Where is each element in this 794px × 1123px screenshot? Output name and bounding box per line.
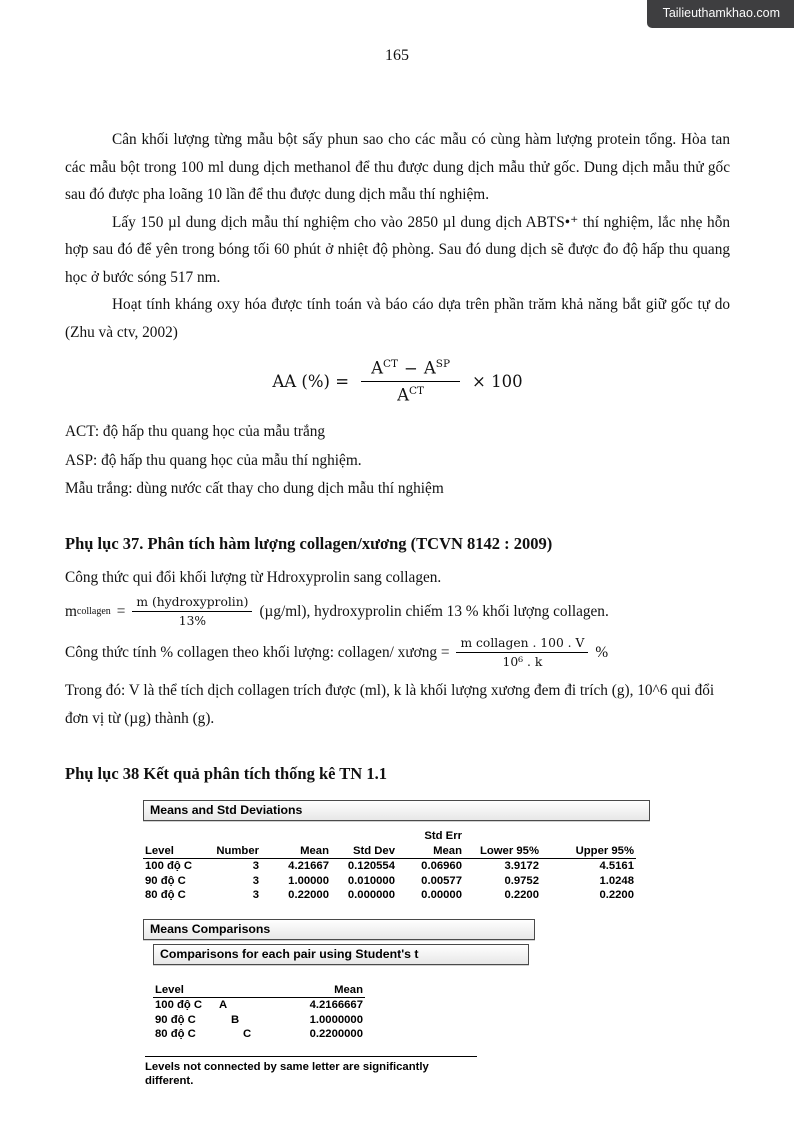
cell-upper: 0.2200 (599, 889, 634, 901)
cell-number: 3 (252, 874, 259, 887)
means-comparisons-title-bar (143, 919, 535, 940)
collagen-formula-tail: (µg/ml), hydroxyprolin chiếm 13 % khối lượng collagen. (259, 602, 609, 620)
cell-std-err: 0.00577 (421, 874, 462, 887)
paragraph-protein-prep: Cân khối lượng từng mẫu bột sấy phun sao cho các mẫu có cùng hàm lượng protein tổng. Hòa tan các mẫu bột trong 100 ml dung dịch methanol để thu được dung dịch mẫu thử gốc. Dung dịch mẫu thử gốc sau đó được pha loãng 10 lần để thu được dung dịch mẫu thí nghiệm. (65, 131, 730, 203)
letters-row (153, 998, 365, 1013)
collagen-conversion-intro: Công thức qui đổi khối lượng từ Hdroxyprolin sang collagen. (65, 568, 442, 586)
means-std-title: Means and Std Deviations (150, 803, 303, 817)
table-header-row (143, 844, 636, 859)
col-mean: Mean (255, 983, 365, 998)
means-std-table (143, 829, 636, 903)
cell-letter-a (217, 1027, 229, 1042)
cell-letter-a: A (219, 999, 228, 1011)
cell-upper: 4.5161 (599, 860, 634, 872)
cell-letter-b (229, 998, 241, 1013)
definition-act: ACT: độ hấp thu quang học của mẫu trắng (65, 423, 326, 440)
paragraph-antioxidant: Hoạt tính kháng oxy hóa được tính toán và báo cáo dựa trên phần trăm khả năng bắt giữ gốc tự do (Zhu và ctv, 2002) (65, 296, 730, 341)
page-number: 165 (385, 47, 409, 64)
cell-mean: 4.2166667 (309, 999, 363, 1011)
cell-upper: 1.0248 (599, 874, 634, 887)
formula-collagen-mass (65, 595, 730, 628)
cell-lower: 3.9172 (504, 860, 539, 872)
col-std-err-mean: Mean (397, 844, 464, 859)
cell-mean: 4.21667 (288, 860, 329, 872)
col-level: Level (153, 983, 217, 998)
cell-letter-c (241, 998, 255, 1013)
collagen-fraction-numerator: m (hydroxyprolin) (132, 595, 252, 612)
col-upper-95: Upper 95% (541, 844, 636, 859)
numerator-exp-2: SP (435, 358, 451, 370)
cell-std-err: 0.00000 (421, 889, 462, 901)
cell-std-dev: 0.120554 (347, 860, 395, 872)
collagen-fraction-denominator: 13% (178, 614, 207, 628)
equals-sign: = (116, 602, 126, 620)
cell-lower: 0.2200 (504, 889, 539, 901)
cell-level: 100 độ C (155, 999, 203, 1011)
formula-definitions (65, 418, 730, 504)
cell-letter-c: C (243, 1028, 252, 1040)
cell-level: 100 độ C (145, 860, 193, 872)
numerator-term-2: A (423, 358, 436, 378)
watermark-text: Tailieuthamkhao.com (662, 6, 780, 20)
collagen-formula-note: Trong đó: V là thể tích dịch collagen trích được (ml), k là khối lượng xương đem đi trích (g), 10^6 qui đổi đơn vị từ (µg) thành (g). (65, 682, 715, 727)
collagen-percent-pre: Công thức tính % collagen theo khối lượng: collagen/ xương = (65, 643, 450, 661)
m-collagen-base: m (65, 602, 77, 620)
definition-blank: Mẫu trắng: dùng nước cất thay cho dung dịch mẫu thí nghiệm (65, 480, 444, 497)
col-lower-95: Lower 95% (464, 844, 541, 859)
cell-level: 90 độ C (145, 874, 186, 887)
formula-denominator (397, 382, 424, 405)
cell-letter-b (229, 1027, 241, 1042)
formula-numerator (361, 358, 460, 382)
statistics-output (143, 800, 730, 1089)
collagen-percent-denominator: 10⁶ . k (502, 655, 543, 669)
connecting-letters-table (153, 983, 365, 1042)
numerator-term-1: A (371, 358, 383, 378)
numerator-exp-1: CT (382, 358, 399, 370)
col-std-dev: Std Dev (331, 844, 397, 859)
students-t-title: Comparisons for each pair using Student's t (160, 946, 419, 961)
cell-std-err: 0.06960 (421, 860, 462, 872)
collagen-fraction (132, 595, 252, 628)
page-content (65, 126, 730, 1089)
watermark-badge (647, 0, 794, 28)
formula-lhs: AA (%) = (272, 371, 350, 391)
letters-row (153, 1027, 365, 1042)
formula-multiplier: × 100 (472, 371, 523, 391)
cell-level: 80 độ C (155, 1028, 196, 1040)
denominator-term: A (397, 385, 409, 404)
minus-operator: − (404, 358, 418, 378)
students-t-title-bar (153, 944, 529, 965)
col-number: Number (213, 844, 261, 859)
formula-collagen-percent (65, 636, 730, 669)
appendix-38-heading: Phụ lục 38 Kết quả phân tích thống kê TN 1.1 (65, 764, 387, 783)
collagen-percent-numerator: m collagen . 100 . V (456, 636, 588, 653)
formula-antioxidant-activity (65, 358, 730, 404)
appendix-37-heading: Phụ lục 37. Phân tích hàm lượng collagen/xương (TCVN 8142 : 2009) (65, 533, 553, 553)
means-comparisons-title: Means Comparisons (150, 921, 271, 936)
cell-letter-c (241, 1013, 255, 1028)
cell-lower: 0.9752 (504, 874, 539, 887)
significance-footnote: Levels not connected by same letter are significantly different. (145, 1056, 477, 1089)
denominator-exp: CT (408, 384, 425, 397)
cell-number: 3 (252, 860, 259, 872)
cell-level: 90 độ C (155, 1013, 196, 1026)
group-header-row (143, 829, 636, 844)
table-row (143, 859, 636, 874)
formula-fraction (361, 358, 460, 404)
cell-std-dev: 0.010000 (347, 874, 395, 887)
cell-mean: 1.00000 (288, 874, 329, 887)
cell-letter-b: B (231, 1013, 240, 1026)
cell-mean: 0.22000 (288, 889, 329, 901)
cell-mean: 0.2200000 (309, 1028, 363, 1040)
col-level: Level (143, 844, 213, 859)
letters-row (153, 1013, 365, 1028)
cell-std-dev: 0.000000 (347, 889, 395, 901)
table-row (143, 874, 636, 889)
col-mean: Mean (261, 844, 331, 859)
cell-mean: 1.0000000 (309, 1013, 363, 1026)
collagen-percent-fraction (456, 636, 588, 669)
means-std-deviations-title-bar (143, 800, 650, 821)
collagen-percent-post: % (595, 643, 609, 661)
m-collagen-sub: collagen (76, 606, 111, 617)
letters-header-row (153, 983, 365, 998)
definition-asp: ASP: độ hấp thu quang học của mẫu thí nghiệm. (65, 451, 362, 469)
paragraph-abts-assay: Lấy 150 µl dung dịch mẫu thí nghiệm cho vào 2850 µl dung dịch ABTS•⁺ thí nghiệm, lắc nhẹ hỗn hợp sau đó để yên trong bóng tối 60 phút ở nhiệt độ phòng. Sau đó dung dịch sẽ được đo độ hấp thu quang học ở bước sóng 517 nm. (65, 213, 730, 286)
cell-letter-a (217, 1013, 229, 1028)
table-row (143, 888, 636, 903)
std-err-group-header: Std Err (424, 830, 462, 842)
cell-level: 80 độ C (145, 889, 186, 901)
cell-number: 3 (252, 889, 259, 901)
